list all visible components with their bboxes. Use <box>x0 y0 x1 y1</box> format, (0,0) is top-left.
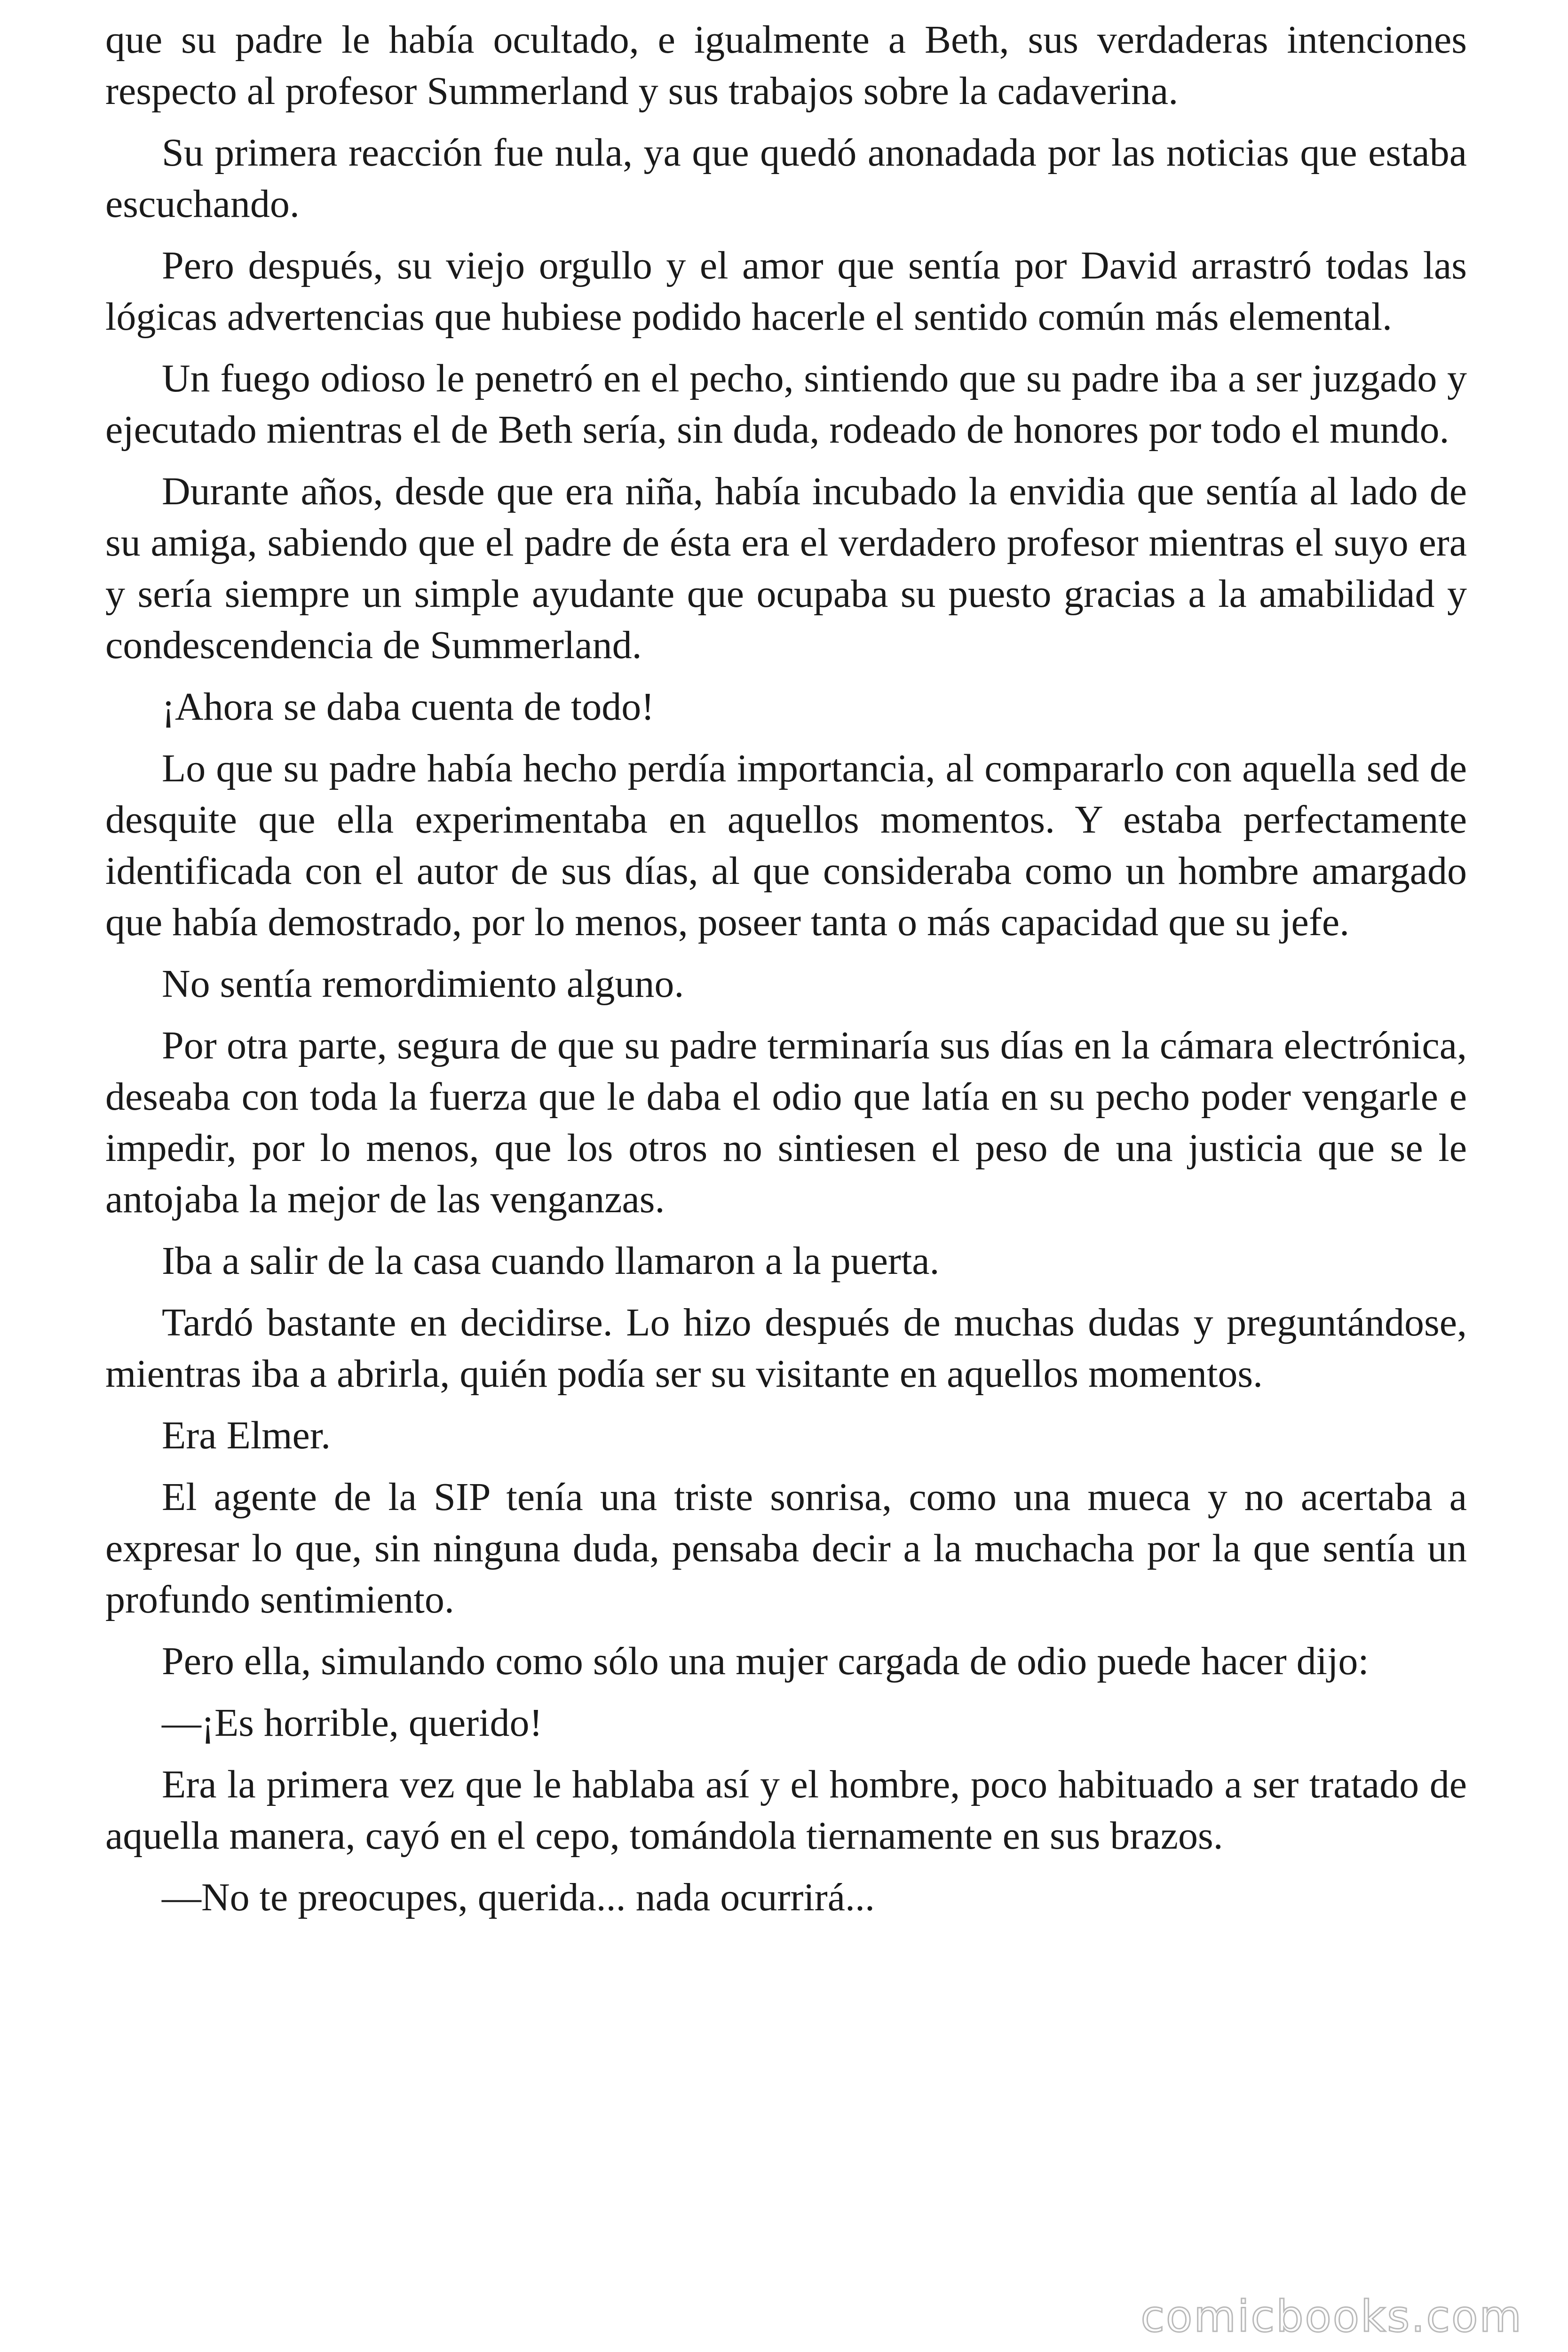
paragraph: Tardó bastante en decidirse. Lo hizo después de muchas dudas y preguntándose, mientras iba a abrirla, quién podía ser su visitante en aquellos momentos. <box>105 1301 1467 1396</box>
paragraph: No sentía remordimiento alguno. <box>162 962 684 1006</box>
paragraph: Era Elmer. <box>162 1414 331 1457</box>
watermark: comicbooks.com <box>1140 2291 1523 2342</box>
paragraph: que su padre le había ocultado, e igualmente a Beth, sus verdaderas intenciones respecto al profesor Summerland y sus trabajos sobre la cadaverina. <box>105 18 1467 113</box>
page-text <box>105 14 1467 1933</box>
paragraph: —No te preocupes, querida... nada ocurrirá... <box>162 1875 875 1919</box>
paragraph: Pero ella, simulando como sólo una mujer cargada de odio puede hacer dijo: <box>162 1639 1369 1683</box>
paragraph: Un fuego odioso le penetró en el pecho, sintiendo que su padre iba a ser juzgado y ejecutado mientras el de Beth sería, sin duda, rodeado de honores por todo el mundo. <box>105 357 1467 452</box>
paragraph: Iba a salir de la casa cuando llamaron a la puerta. <box>162 1239 940 1283</box>
paragraph: Por otra parte, segura de que su padre terminaría sus días en la cámara electrónica, deseaba con toda la fuerza que le daba el odio que latía en su pecho poder vengarle e impedir, por lo menos, que los otros no sintiesen el peso de una justicia que se le antojaba la mejor de las venganzas. <box>105 1024 1467 1221</box>
paragraph: Pero después, su viejo orgullo y el amor que sentía por David arrastró todas las lógicas advertencias que hubiese podido hacerle el sentido común más elemental. <box>105 244 1467 339</box>
paragraph: Era la primera vez que le hablaba así y el hombre, poco habituado a ser tratado de aquella manera, cayó en el cepo, tomándola tiernamente en sus brazos. <box>105 1763 1467 1858</box>
paragraph: Su primera reacción fue nula, ya que quedó anonadada por las noticias que estaba escuchando. <box>105 131 1467 226</box>
paragraph: ¡Ahora se daba cuenta de todo! <box>162 685 655 729</box>
paragraph: —¡Es horrible, querido! <box>162 1701 543 1745</box>
paragraph: Durante años, desde que era niña, había incubado la envidia que sentía al lado de su amiga, sabiendo que el padre de ésta era el verdadero profesor mientras el suyo era y sería siempre un simple ayudante que ocupaba su puesto gracias a la amabilidad y condescendencia de Summerland. <box>105 469 1467 667</box>
paragraph: El agente de la SIP tenía una triste sonrisa, como una mueca y no acertaba a expresar lo que, sin ninguna duda, pensaba decir a la muchacha por la que sentía un profundo sentimiento. <box>105 1475 1467 1621</box>
paragraph: Lo que su padre había hecho perdía importancia, al compararlo con aquella sed de desquite que ella experimentaba en aquellos momentos. Y estaba perfectamente identificada con el autor de sus días, al que consideraba como un hombre amargado que había demostrado, por lo menos, poseer tanta o más capacidad que su jefe. <box>105 747 1467 944</box>
